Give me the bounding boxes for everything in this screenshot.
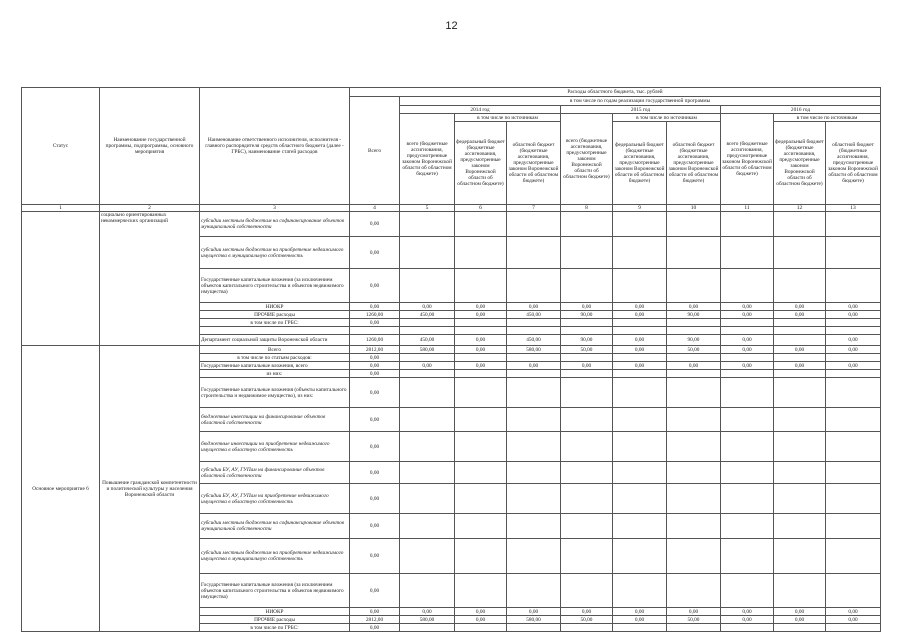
value-cell: 0,00	[613, 346, 667, 354]
header-sources-2016: в том числе по источникам	[774, 114, 881, 122]
value-cell	[667, 378, 721, 408]
value-cell	[721, 212, 774, 237]
value-cell	[613, 514, 667, 539]
value-cell	[721, 378, 774, 408]
value-cell	[613, 327, 667, 335]
value-cell: 0,00	[667, 362, 721, 370]
value-cell: 0,00	[774, 303, 826, 311]
value-cell	[507, 327, 561, 335]
value-cell: 0,00	[350, 370, 400, 378]
expense-item-label: Государственные капитальные вложения (объекты капитального строительства и недвижимое имущество), из них:	[200, 378, 350, 408]
value-cell	[613, 574, 667, 608]
value-cell: 450,00	[507, 335, 561, 346]
expense-item-label: субсидии БУ, АУ, ГУПам на приобретение недвижимого имущества в областную собственность	[200, 484, 350, 514]
value-cell	[774, 378, 826, 408]
value-cell	[561, 378, 613, 408]
value-cell	[667, 408, 721, 432]
value-cell	[721, 237, 774, 269]
value-cell	[774, 319, 826, 327]
value-cell	[455, 319, 507, 327]
value-cell	[400, 327, 455, 335]
value-cell: 0,00	[350, 514, 400, 539]
value-cell: 0,00	[455, 346, 507, 354]
table-row	[22, 212, 881, 237]
value-cell	[561, 432, 613, 462]
value-cell: 0,00	[455, 335, 507, 346]
value-cell: 0,00	[826, 335, 881, 346]
value-cell	[561, 370, 613, 378]
value-cell: 580,00	[400, 346, 455, 354]
expense-item-label: субсидии местным бюджетам на софинансирование объектов муниципальной собственности	[200, 212, 350, 237]
value-cell	[455, 432, 507, 462]
value-cell	[455, 354, 507, 362]
value-cell	[400, 574, 455, 608]
program-name-cell: Повышение гражданской компетентности и политической культуры у населения Воронежской области	[100, 346, 200, 632]
value-cell	[613, 269, 667, 303]
value-cell	[774, 335, 826, 346]
value-cell	[826, 212, 881, 237]
value-cell: 50,00	[561, 346, 613, 354]
column-number: 10	[667, 205, 721, 212]
value-cell: 90,00	[667, 335, 721, 346]
value-cell	[455, 408, 507, 432]
value-cell	[455, 539, 507, 574]
value-cell	[507, 319, 561, 327]
value-cell: 0,00	[721, 608, 774, 616]
value-cell: 450,00	[400, 335, 455, 346]
value-cell: 0,00	[721, 311, 774, 319]
value-cell: 0,00	[455, 616, 507, 624]
value-cell: 0,00	[774, 311, 826, 319]
value-cell: 0,00	[774, 608, 826, 616]
column-number: 11	[721, 205, 774, 212]
value-cell: 0,00	[561, 362, 613, 370]
value-cell: 90,00	[667, 311, 721, 319]
header-executor: Наименование ответственного исполнителя, исполнителя - главного распорядителя средств областного бюджета (далее - ГРБС), наименование статей расходов	[200, 88, 350, 205]
value-cell	[455, 624, 507, 632]
value-cell: 0,00	[774, 362, 826, 370]
value-cell	[507, 432, 561, 462]
value-cell	[400, 354, 455, 362]
header-total: Всего	[350, 97, 400, 205]
value-cell	[774, 432, 826, 462]
value-cell	[721, 539, 774, 574]
value-cell	[721, 370, 774, 378]
value-cell	[455, 269, 507, 303]
value-cell: 0,00	[613, 303, 667, 311]
program-name-cell: социально ориентированных некоммерческих организаций	[100, 212, 200, 346]
value-cell: 0,00	[350, 354, 400, 362]
value-cell	[721, 354, 774, 362]
value-cell	[455, 514, 507, 539]
value-cell	[400, 432, 455, 462]
expense-item-label	[200, 327, 350, 335]
header-all-2015: всего (бюджетные ассигнования, предусмотренные законом Воронежской области об областном бюджете)	[561, 114, 613, 205]
value-cell	[507, 370, 561, 378]
value-cell	[826, 539, 881, 574]
expense-item-label: бюджетные инвестиции на приобретение недвижимого имущества в областную собственность	[200, 432, 350, 462]
value-cell: 0,00	[350, 432, 400, 462]
value-cell	[455, 484, 507, 514]
value-cell	[561, 212, 613, 237]
value-cell	[826, 327, 881, 335]
expense-item-label: Государственные капитальные вложения, всего	[200, 362, 350, 370]
value-cell: 0,00	[826, 346, 881, 354]
value-cell	[613, 432, 667, 462]
value-cell	[774, 354, 826, 362]
expense-item-label: из них:	[200, 370, 350, 378]
value-cell: 90,00	[561, 311, 613, 319]
value-cell: 0,00	[400, 362, 455, 370]
value-cell	[400, 624, 455, 632]
value-cell	[774, 484, 826, 514]
value-cell	[667, 432, 721, 462]
value-cell	[455, 370, 507, 378]
value-cell: 0,00	[721, 616, 774, 624]
value-cell: 1260,00	[350, 335, 400, 346]
value-cell: 0,00	[826, 616, 881, 624]
value-cell	[826, 408, 881, 432]
value-cell: 0,00	[826, 303, 881, 311]
value-cell	[561, 539, 613, 574]
value-cell: 0,00	[350, 484, 400, 514]
value-cell	[774, 370, 826, 378]
value-cell	[507, 514, 561, 539]
value-cell	[561, 319, 613, 327]
value-cell	[613, 462, 667, 484]
value-cell: 0,00	[350, 624, 400, 632]
value-cell	[400, 462, 455, 484]
value-cell	[613, 484, 667, 514]
column-number: 9	[613, 205, 667, 212]
value-cell	[507, 354, 561, 362]
header-sources-2015: в том числе по источникам	[613, 114, 721, 122]
value-cell: 0,00	[400, 303, 455, 311]
value-cell: 0,00	[613, 616, 667, 624]
value-cell: 0,00	[721, 362, 774, 370]
value-cell	[667, 484, 721, 514]
value-cell: 0,00	[455, 608, 507, 616]
value-cell: 0,00	[826, 608, 881, 616]
value-cell: 0,00	[350, 319, 400, 327]
value-cell	[400, 378, 455, 408]
value-cell: 0,00	[826, 311, 881, 319]
column-number: 7	[507, 205, 561, 212]
value-cell: 0,00	[350, 378, 400, 408]
header-year-2015: 2015 год	[561, 106, 721, 114]
value-cell: 0,00	[613, 608, 667, 616]
value-cell: 0,00	[826, 362, 881, 370]
value-cell	[826, 624, 881, 632]
value-cell: 0,00	[667, 303, 721, 311]
value-cell	[507, 212, 561, 237]
value-cell	[561, 354, 613, 362]
value-cell	[826, 319, 881, 327]
header-by-years: в том числе по годам реализации государственной программы	[400, 97, 881, 106]
value-cell	[826, 237, 881, 269]
value-cell	[400, 484, 455, 514]
value-cell: 0,00	[350, 539, 400, 574]
value-cell	[507, 574, 561, 608]
value-cell: 0,00	[667, 608, 721, 616]
value-cell: 0,00	[613, 362, 667, 370]
column-number: 6	[455, 205, 507, 212]
header-federal-2014: федеральный бюджет (бюджетные ассигнования, предусмотренные законом Воронежской области об областном бюджете)	[455, 122, 507, 205]
header-year-2014: 2014 год	[400, 106, 561, 114]
value-cell: 450,00	[507, 311, 561, 319]
value-cell	[613, 212, 667, 237]
value-cell: 0,00	[455, 311, 507, 319]
value-cell	[826, 574, 881, 608]
value-cell	[561, 484, 613, 514]
value-cell	[774, 237, 826, 269]
value-cell	[667, 319, 721, 327]
value-cell	[774, 212, 826, 237]
expense-item-label: НИОКР	[200, 608, 350, 616]
value-cell	[507, 624, 561, 632]
value-cell	[400, 269, 455, 303]
value-cell	[721, 574, 774, 608]
value-cell	[613, 539, 667, 574]
value-cell	[667, 462, 721, 484]
value-cell	[455, 574, 507, 608]
value-cell	[774, 574, 826, 608]
header-status: Статус	[22, 88, 100, 205]
header-regional-2014: областной бюджет (бюджетные ассигнования, предусмотренные законом Воронежской области об областном бюджете)	[507, 122, 561, 205]
expense-item-label: НИОКР	[200, 303, 350, 311]
value-cell	[774, 327, 826, 335]
value-cell	[774, 539, 826, 574]
value-cell	[507, 484, 561, 514]
header-all-2016: всего (бюджетные ассигнования, предусмотренные законом Воронежской области об областном бюджете)	[721, 114, 774, 205]
expense-item-label: Всего	[200, 346, 350, 354]
value-cell	[667, 574, 721, 608]
value-cell	[613, 624, 667, 632]
value-cell: 580,00	[507, 616, 561, 624]
value-cell: 0,00	[561, 608, 613, 616]
column-numbers-row	[22, 205, 881, 212]
table-row	[22, 346, 881, 354]
value-cell: 0,00	[400, 608, 455, 616]
value-cell	[507, 462, 561, 484]
value-cell	[826, 432, 881, 462]
value-cell	[826, 269, 881, 303]
value-cell	[667, 212, 721, 237]
expense-item-label: ПРОЧИЕ расходы	[200, 311, 350, 319]
value-cell	[774, 624, 826, 632]
value-cell	[561, 462, 613, 484]
value-cell	[455, 212, 507, 237]
column-number: 3	[200, 205, 350, 212]
value-cell	[350, 327, 400, 335]
value-cell: 50,00	[667, 616, 721, 624]
value-cell	[400, 408, 455, 432]
page-number: 12	[445, 20, 458, 32]
value-cell: 2812,00	[350, 346, 400, 354]
value-cell	[667, 269, 721, 303]
value-cell	[561, 237, 613, 269]
expense-item-label: субсидии БУ, АУ, ГУПам на финансирование объектов областной собственности	[200, 462, 350, 484]
header-regional-2016: областной бюджет (бюджетные ассигнования, предусмотренные законом Воронежской области об областном бюджете)	[826, 122, 881, 205]
expense-item-label: ПРОЧИЕ расходы	[200, 616, 350, 624]
value-cell	[561, 269, 613, 303]
value-cell: 580,00	[400, 616, 455, 624]
value-cell: 0,00	[350, 462, 400, 484]
header-regional-2015: областной бюджет (бюджетные ассигнования, предусмотренные законом Воронежской области об областном бюджете)	[667, 122, 721, 205]
value-cell	[561, 408, 613, 432]
status-cell	[22, 212, 100, 346]
value-cell: 1260,00	[350, 311, 400, 319]
value-cell	[400, 539, 455, 574]
value-cell: 0,00	[350, 303, 400, 311]
header-federal-2016: федеральный бюджет (бюджетные ассигнования, предусмотренные законом Воронежской области об областном бюджете)	[774, 122, 826, 205]
header-row-1	[22, 88, 881, 97]
value-cell: 0,00	[350, 408, 400, 432]
expense-item-label: в том числе по статьям расходов:	[200, 354, 350, 362]
value-cell	[400, 319, 455, 327]
value-cell	[561, 574, 613, 608]
value-cell: 0,00	[350, 237, 400, 269]
expense-item-label: в том числе по ГРБС:	[200, 624, 350, 632]
value-cell: 0,00	[721, 346, 774, 354]
value-cell	[774, 408, 826, 432]
value-cell: 90,00	[561, 335, 613, 346]
column-number: 4	[350, 205, 400, 212]
column-number: 8	[561, 205, 613, 212]
header-year-2016: 2016 год	[721, 106, 881, 114]
value-cell: 50,00	[667, 346, 721, 354]
value-cell	[667, 354, 721, 362]
value-cell	[667, 237, 721, 269]
value-cell	[721, 462, 774, 484]
value-cell: 0,00	[721, 303, 774, 311]
value-cell: 0,00	[350, 269, 400, 303]
value-cell	[667, 514, 721, 539]
value-cell	[667, 539, 721, 574]
value-cell	[667, 624, 721, 632]
header-federal-2015: федеральный бюджет (бюджетные ассигнования, предусмотренные законом Воронежской области об областном бюджете)	[613, 122, 667, 205]
value-cell	[826, 462, 881, 484]
expense-item-label: субсидии местным бюджетам на софинансирование объектов муниципальной собственности	[200, 514, 350, 539]
value-cell: 0,00	[455, 303, 507, 311]
column-number: 2	[100, 205, 200, 212]
status-cell: Основное мероприятие 6	[22, 346, 100, 632]
value-cell	[721, 432, 774, 462]
column-number: 12	[774, 205, 826, 212]
value-cell	[774, 514, 826, 539]
value-cell: 2812,00	[350, 616, 400, 624]
header-sources-2014: в том числе по источникам	[455, 114, 561, 122]
value-cell	[400, 237, 455, 269]
expense-item-label: Государственные капитальные вложения (за исключением объектов капитального строительства и объектов недвижимого имущества)	[200, 269, 350, 303]
block-2	[22, 346, 881, 632]
expense-item-label: субсидии местным бюджетам на приобретение недвижимого имущества в муниципальную собственность	[200, 237, 350, 269]
value-cell: 0,00	[774, 616, 826, 624]
value-cell: 0,00	[455, 362, 507, 370]
value-cell: 0,00	[507, 303, 561, 311]
value-cell: 0,00	[507, 608, 561, 616]
value-cell	[507, 408, 561, 432]
value-cell	[613, 354, 667, 362]
value-cell	[507, 269, 561, 303]
value-cell: 0,00	[774, 346, 826, 354]
value-cell	[826, 514, 881, 539]
value-cell	[721, 319, 774, 327]
value-cell	[826, 354, 881, 362]
value-cell	[826, 484, 881, 514]
value-cell	[507, 237, 561, 269]
expense-item-label: бюджетные инвестиции на финансирование объектов областной собственности	[200, 408, 350, 432]
value-cell	[774, 269, 826, 303]
value-cell: 0,00	[507, 362, 561, 370]
value-cell	[507, 378, 561, 408]
value-cell	[613, 378, 667, 408]
value-cell: 0,00	[721, 335, 774, 346]
value-cell	[721, 484, 774, 514]
value-cell	[613, 408, 667, 432]
expense-item-label: субсидии местным бюджетам на приобретение недвижимого имущества в муниципальную собственность	[200, 539, 350, 574]
header-program: Наименование государственной программы, подпрограммы, основного мероприятия	[100, 88, 200, 205]
block-1	[22, 212, 881, 346]
value-cell	[826, 378, 881, 408]
value-cell	[561, 514, 613, 539]
value-cell	[507, 539, 561, 574]
value-cell	[455, 327, 507, 335]
value-cell: 580,00	[507, 346, 561, 354]
value-cell: 0,00	[613, 311, 667, 319]
value-cell	[721, 269, 774, 303]
value-cell: 0,00	[350, 574, 400, 608]
header-all-2014: всего (бюджетные ассигнования, предусмотренные законом Воронежской области об областном бюджете)	[400, 114, 455, 205]
column-number: 5	[400, 205, 455, 212]
expense-item-label: Государственные капитальные вложения (за исключением объектов капитального строительства и объектов недвижимого имущества)	[200, 574, 350, 608]
value-cell	[400, 212, 455, 237]
header-budget-title: Расходы областного бюджета, тыс. рублей	[350, 88, 881, 97]
value-cell: 50,00	[561, 616, 613, 624]
value-cell	[455, 462, 507, 484]
value-cell	[667, 370, 721, 378]
value-cell	[667, 327, 721, 335]
value-cell	[400, 370, 455, 378]
value-cell	[561, 327, 613, 335]
value-cell	[613, 237, 667, 269]
value-cell	[721, 327, 774, 335]
value-cell: 0,00	[350, 608, 400, 616]
value-cell	[774, 462, 826, 484]
value-cell	[455, 237, 507, 269]
budget-table	[21, 87, 881, 632]
expense-item-label: Департамент социальной защиты Воронежской области	[200, 335, 350, 346]
value-cell	[721, 408, 774, 432]
value-cell	[561, 624, 613, 632]
value-cell	[400, 514, 455, 539]
value-cell: 0,00	[350, 362, 400, 370]
column-number: 1	[22, 205, 100, 212]
value-cell: 0,00	[561, 303, 613, 311]
value-cell	[613, 319, 667, 327]
value-cell	[721, 624, 774, 632]
value-cell	[826, 370, 881, 378]
value-cell: 0,00	[613, 335, 667, 346]
value-cell	[721, 514, 774, 539]
value-cell: 0,00	[350, 212, 400, 237]
value-cell	[455, 378, 507, 408]
value-cell: 450,00	[400, 311, 455, 319]
column-number: 13	[826, 205, 881, 212]
value-cell	[613, 370, 667, 378]
expense-item-label: в том числе по ГРБС:	[200, 319, 350, 327]
